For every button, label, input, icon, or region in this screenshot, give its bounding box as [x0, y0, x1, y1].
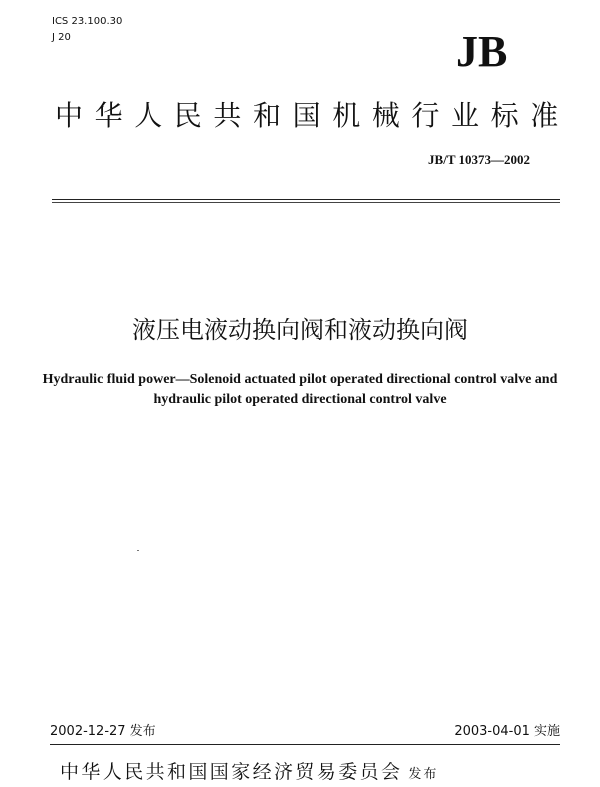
implementation-date: 2003-04-01 实施 — [454, 724, 560, 739]
footer-divider — [50, 744, 560, 745]
publisher-suffix: 发布 — [408, 767, 439, 782]
document-title-english: Hydraulic fluid power—Solenoid actuated pilot operated directional control valve and hydraulic pilot operated directional control valve — [42, 372, 558, 407]
ics-code: ICS 23.100.30 — [52, 16, 123, 27]
standard-number: JB/T 10373—2002 — [428, 152, 530, 167]
classification-code: J 20 — [52, 32, 71, 43]
publisher-name: 中华人民共和国国家经济贸易委员会 — [60, 761, 403, 783]
scan-speck — [137, 550, 139, 551]
issue-date: 2002-12-27 发布 — [50, 724, 156, 739]
document-title-chinese: 液压电液动换向阀和液动换向阀 — [132, 316, 468, 344]
standard-mark: JB — [456, 27, 508, 76]
header-divider-secondary — [52, 202, 560, 203]
issuing-body-heading: 中华人民共和国机械行业标准 — [55, 99, 570, 132]
header-divider — [52, 199, 560, 200]
